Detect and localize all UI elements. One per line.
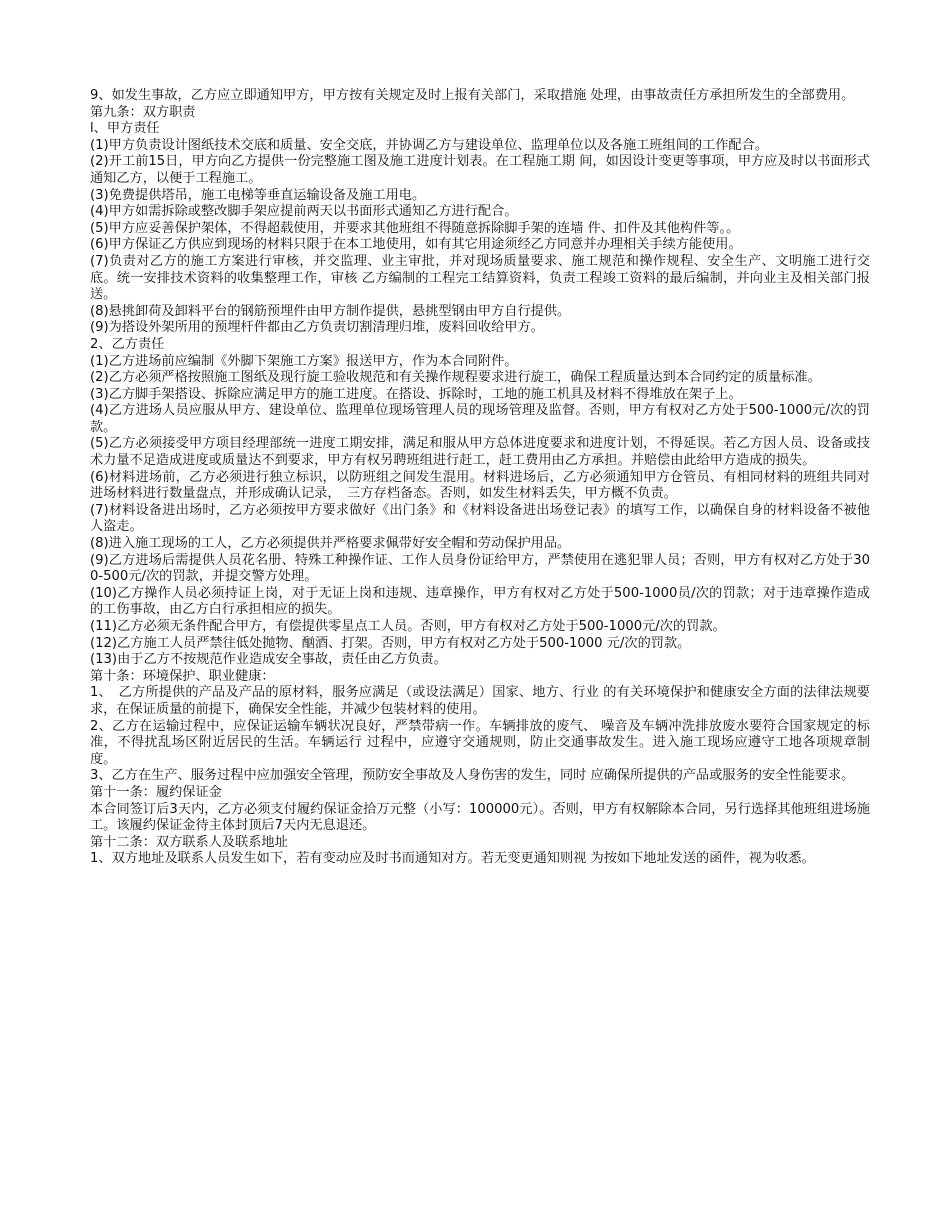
paragraph-a-1: (1)甲方负责设计图纸技术交底和质量、安全交底，并协调乙方与建设单位、监理单位以及各施工班组间的工作配合。	[90, 137, 769, 153]
paragraph-a-6: (6)甲方保证乙方供应到现场的材料只限于在本工地使用，如有其它用途须经乙方同意并办理相关手续方能使用。	[90, 237, 742, 253]
paragraph-a-7: (7)负责对乙方的施工方案进行审核，并交监理、业主审批，并对现场质量要求、施工规范和操作规程、安全生产、文明施工进行交底。统一安排技术资料的收集整理工作，审核 乙方编制的工程完工结算资料，负责工程竣工资料的最后编制，并向业主及相关部门报送。	[90, 253, 870, 303]
paragraph-b-11: (11)乙方必须无条件配合甲方，有偿提供零星点工人员。否则，甲方有权对乙方处于500-1000元/次的罚款。	[90, 619, 726, 634]
subheading-party-a-duties: l、甲方责任	[90, 121, 160, 137]
heading-article-12: 第十二条：双方联系人及联系地址	[90, 834, 288, 850]
paragraph-env-1: 1、 乙方所提供的产品及产品的原材料，服务应满足（或设法满足）国家、地方、行业 的有关环境保护和健康安全方面的法律法规要求，在保证质量的前提下，确保安全性能，并减少包装材料的使用。	[90, 685, 870, 717]
paragraph-contacts-1: 1、双方地址及联系人员发生如下，若有变动应及时书而通知对方。若无变更通知则视 为按如下地址发送的函件，视为收悉。	[90, 851, 815, 867]
paragraph-b-1: (1)乙方进场前应编制《外脚下架施工方案》报送甲方，作为本合同附件。	[90, 353, 518, 369]
paragraph-b-3: (3)乙方脚手架搭设、拆除应满足甲方的施工进度。在搭设、拆除时，工地的施工机具及材料不得堆放在架子上。	[90, 386, 742, 402]
paragraph-env-2: 2、乙方在运输过程中，应保证运输车辆状况良好，严禁带病一作。车辆排放的废气、 噪音及车辆冲洗排放废水要符合国家规定的标准，不得扰乱场区附近居民的生活。车辆运行 过程中，应遵守交通规则，防止交通事故发生。进入施工现场应遵守工地各项规章制度。	[90, 718, 870, 767]
paragraph-a-5: (5)甲方应妥善保护架体，不得超载使用，并要求其他班组不得随意拆除脚手架的连墙 件、扣件及其他构件等。。	[90, 220, 740, 236]
paragraph-b-7: (7)材料设备进出场时，乙方必须按甲方要求做好《出门条》和《材料设备进出场登记表》的填写工作，以确保自身的材料设备不被他人盗走。	[90, 502, 870, 535]
paragraph-clause-9-item-9: 9、如发生事故，乙方应立即通知甲方，甲方按有关规定及时上报有关部门，采取措施 处理，由事故责任方承担所发生的全部费用。	[90, 88, 855, 103]
paragraph-b-4: (4)乙方进场人员应服从甲方、建设单位、监理单位现场管理人员的现场管理及监督。否则，甲方有权对乙方处于500-1000元/次的罚款。	[90, 403, 870, 435]
subheading-party-b-duties: 2、乙方责任	[90, 336, 165, 352]
paragraph-b-13: (13)由于乙方不按规范作业造成安全事故，责任由乙方负责。	[90, 652, 447, 668]
paragraph-a-4: (4)甲方如需拆除或整改脚手架应提前两天以书面形式通知乙方进行配合。	[90, 204, 518, 220]
paragraph-a-9: (9)为搭设外架所用的预埋杆件都由乙方负责切割清理归堆，废料回收给甲方。	[90, 320, 544, 336]
paragraph-b-10: (10)乙方操作人员必须持证上岗，对于无证上岗和违规、违章操作，甲方有权对乙方处于500-1000员/次的罚款；对于违章操作造成的工伤事故，由乙方白行承担相应的损失。	[90, 585, 870, 618]
paragraph-b-5: (5)乙方必须接受甲方项目经理部统一进度工期安排，满足和服从甲方总体进度要求和进度计划，不得延误。若乙方因人员、设备或技术力量不足造成进度或质量达不到要求，甲方有权另聘班组进行赶工，赶工费用由乙方承担。并赔偿由此给甲方造成的损失。	[90, 436, 870, 469]
heading-article-10: 第十条：环境保护、职业健康：	[90, 668, 275, 684]
paragraph-performance-bond: 本合同签订后3天内，乙方必须支付履约保证金拾万元整（小写：100000元）。否则，甲方有权解除本合同，另行选择其他班组进场施工。该履约保证金待主体封顶后7天内无息退还。	[90, 801, 870, 834]
paragraph-a-3: (3)免费提供塔吊，施工电梯等垂直运输设备及施工用电。	[90, 187, 426, 203]
paragraph-b-2: (2)乙方必须严格按照施工图纸及现行旋工验收规范和有关操作规程要求进行旋工，确保工程质量达到本合同约定的质量标准。	[90, 370, 821, 386]
paragraph-b-12: (12)乙方施工人员严禁往低处抛物、酗酒、打架。否则，甲方有权对乙方处于500-1000 元/次的罚款。	[90, 635, 691, 651]
heading-article-9: 第九条：双方职责	[90, 104, 196, 120]
paragraph-a-8: (8)悬挑卸荷及卸料平台的钢筋预埋件由甲方制作提供，悬挑型钢由甲方自行提供。	[90, 303, 571, 319]
document-page	[90, 88, 870, 868]
paragraph-b-9: (9)乙方进场后需提供人员花名册、特殊工种操作证、工作人员身份证给甲方，严禁使用在逃犯罪人员；否则，甲方有权对乙方处于300-500元/次的罚款，并提交警方处理。	[90, 552, 870, 585]
paragraph-a-2: (2)开工前15日，甲方向乙方提供一份完整施工图及施工进度计划表。在工程施工期 间，如因设计变更等事项，甲方应及时以书面形式通知乙方，以便于工程施工。	[90, 154, 870, 186]
heading-article-11: 第十一条：履约保证金	[90, 784, 222, 800]
paragraph-env-3: 3、乙方在生产、服务过程中应加强安全管理，预防安全事故及人身伤害的发生，同时 应确保所提供的产品或服务的安全性能要求。	[90, 768, 855, 784]
paragraph-b-8: (8)进入施工现场的工人，乙方必须提供并严格要求佩带好安全帽和劳动保护用品。	[90, 536, 571, 552]
paragraph-b-6: (6)材料进场前，乙方必须进行独立标识，以防班组之间发生混用。材料进场后，乙方必须通知甲方仓管员、有相同材料的班组共同对进场材料进行数量盘点，并形成确认记录， 三方存档备态。否则，如发生材料丢失，甲方概不负责。	[90, 469, 870, 502]
